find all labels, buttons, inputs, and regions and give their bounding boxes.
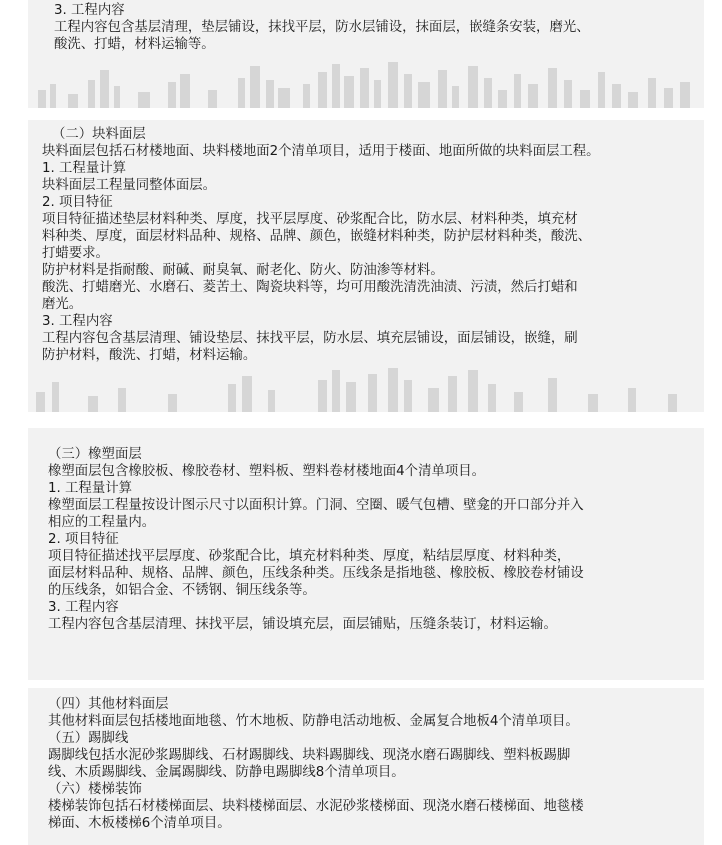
section-intro: 橡塑面层包含橡胶板、橡胶卷材、塑料板、塑料卷材楼地面4个清单项目。 xyxy=(48,464,486,479)
paragraph: 打蜡要求。 xyxy=(42,246,109,261)
paragraph: 料种类、厚度，面层材料品种、规格、品牌、颜色，嵌缝材料种类，防护层材料种类，酸洗、 xyxy=(42,229,592,244)
paragraph: 酸洗、打蜡磨光、水磨石、菱苦土、陶瓷块料等，均可用酸洗清洗油渍、污渍，然后打蜡和 xyxy=(42,280,578,295)
section-title: （三）橡塑面层 xyxy=(48,447,142,462)
paragraph: 酸洗、打蜡，材料运输等。 xyxy=(54,37,215,52)
paragraph: 线、木质踢脚线、金属踢脚线、防静电踢脚线8个清单项目。 xyxy=(48,765,405,780)
paragraph: 踢脚线包括水泥砂浆踢脚线、石材踢脚线、块料踢脚线、现浇水磨石踢脚线、塑料板踢脚 xyxy=(48,748,571,763)
section-title: （四）其他材料面层 xyxy=(48,697,169,712)
paragraph: 工程内容包含基层清理、抹找平层，铺设填充层，面层铺贴，压缝条装订，材料运输。 xyxy=(48,617,557,632)
paragraph: 楼梯装饰包括石材楼梯面层、块料楼梯面层、水泥砂浆楼梯面、现浇水磨石楼梯面、地毯楼 xyxy=(48,799,584,814)
section-title: （六）楼梯装饰 xyxy=(48,782,142,797)
heading-work-content: 3. 工程内容 xyxy=(48,600,119,615)
section-card-1 xyxy=(28,0,704,108)
paragraph: 工程内容包含基层清理，垫层铺设，抹找平层，防水层铺设，抹面层，嵌缝条安装，磨光、 xyxy=(54,20,590,35)
paragraph: 梯面、木板楼梯6个清单项目。 xyxy=(48,816,231,831)
paragraph: 块料面层工程量同整体面层。 xyxy=(42,178,217,193)
heading-work-content: 3. 工程内容 xyxy=(42,314,113,329)
section-title: （二）块料面层 xyxy=(52,127,146,142)
skyline-decoration xyxy=(28,364,704,412)
section-card-3 xyxy=(28,428,704,680)
paragraph: 磨光。 xyxy=(42,297,83,312)
section-intro: 块料面层包括石材楼地面、块料楼地面2个清单项目，适用于楼面、地面所做的块料面层工程。 xyxy=(42,144,600,159)
heading-features: 2. 项目特征 xyxy=(48,532,119,547)
heading-quantity: 1. 工程量计算 xyxy=(48,481,132,496)
paragraph: 面层材料品种、规格、品牌、颜色，压线条种类。压线条是指地毯、橡胶板、橡胶卷材铺设 xyxy=(48,566,584,581)
section-card-2 xyxy=(28,120,704,412)
paragraph: 的压线条，如铝合金、不锈钢、铜压线条等。 xyxy=(48,583,316,598)
heading-features: 2. 项目特征 xyxy=(42,195,113,210)
section-intro: 其他材料面层包括楼地面地毯、竹木地板、防静电活动地板、金属复合地板4个清单项目。 xyxy=(48,714,579,729)
paragraph: 工程内容包含基层清理、铺设垫层、抹找平层，防水层、填充层铺设，面层铺设，嵌缝，刷 xyxy=(42,331,578,346)
section-title: （五）踢脚线 xyxy=(48,731,129,746)
paragraph: 相应的工程量内。 xyxy=(48,515,156,530)
paragraph: 项目特征描述找平层厚度、砂浆配合比，填充材料种类、厚度，粘结层厚度、材料种类， xyxy=(48,549,571,564)
section-card-4 xyxy=(28,688,704,845)
paragraph: 防护材料，酸洗、打蜡，材料运输。 xyxy=(42,348,257,363)
skyline-decoration xyxy=(28,60,704,108)
paragraph: 橡塑面层工程量按设计图示尺寸以面积计算。门洞、空圈、暖气包槽、壁龛的开口部分并入 xyxy=(48,498,584,513)
paragraph: 项目特征描述垫层材料种类、厚度，找平层厚度、砂浆配合比，防水层、材料种类，填充材 xyxy=(42,212,578,227)
paragraph: 防护材料是指耐酸、耐碱、耐臭氧、耐老化、防火、防油渗等材料。 xyxy=(42,263,444,278)
heading-work-content: 3. 工程内容 xyxy=(54,3,125,18)
heading-quantity: 1. 工程量计算 xyxy=(42,161,126,176)
